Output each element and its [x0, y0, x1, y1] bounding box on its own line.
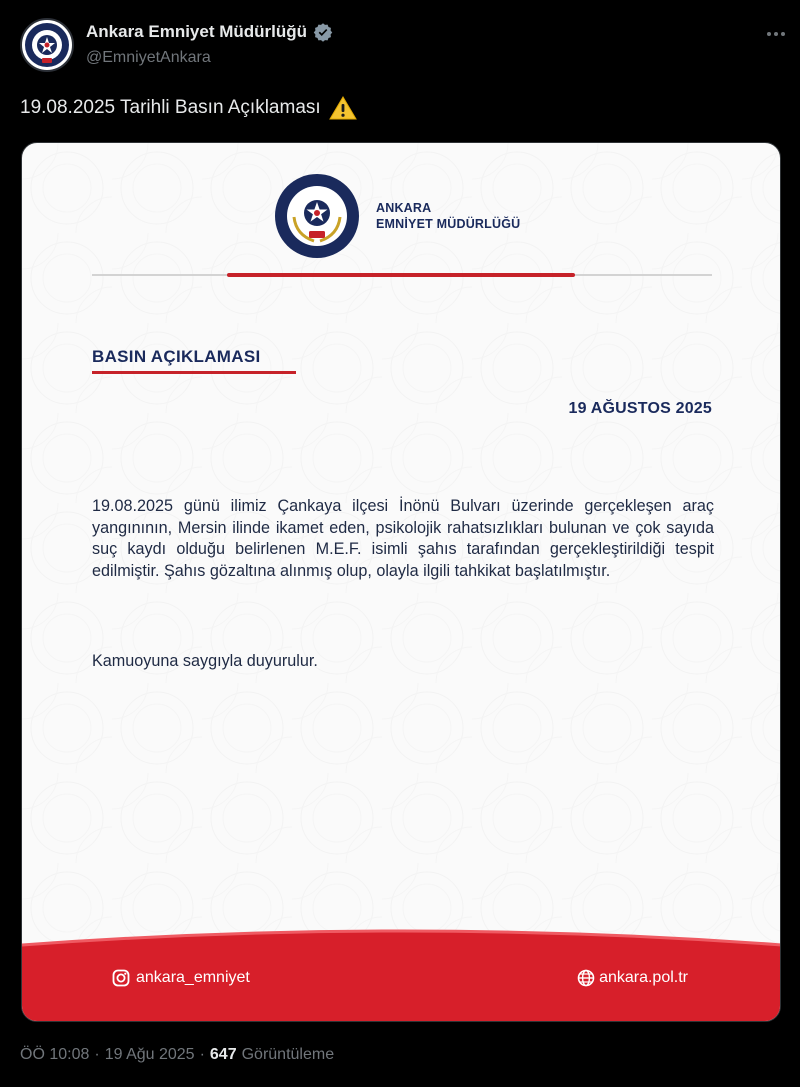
divider-accent [227, 273, 575, 277]
tweet-date[interactable]: 19 Ağu 2025 [104, 1046, 195, 1063]
warning-icon [329, 96, 357, 120]
view-label: Görüntüleme [241, 1046, 335, 1063]
instagram-icon [112, 969, 130, 987]
tweet-meta [20, 1046, 334, 1064]
ankara-police-logo-icon [274, 173, 360, 259]
logo-wordmark [376, 200, 520, 232]
more-options-icon[interactable] [762, 24, 790, 44]
instagram-handle: ankara_emniyet [136, 969, 250, 986]
police-emblem-icon [22, 20, 72, 70]
meta-separator: · [94, 1046, 100, 1063]
author-handle[interactable]: @EmniyetAnkara [86, 49, 211, 66]
website-url: ankara.pol.tr [599, 969, 688, 986]
tweet-time[interactable]: ÖÖ 10:08 [20, 1046, 90, 1063]
press-release-image[interactable] [21, 142, 781, 1022]
press-release-body: 19.08.2025 günü ilimiz Çankaya ilçesi İnönü Bulvarı üzerinde gerçekleşen araç yangınının, Mersin ilinde ikamet eden, psikolojik rahatsızlıkları bulunan ve çok sayıda suç kaydı olduğu belirlenen M.E.F. isimli şahıs tarafından gerçekleştirildiği tespit edilmiştir. Şahıs gözaltına alınmış olup, olayla ilgili tahkikat başlatılmıştır. [92, 497, 714, 580]
press-release-title: BASIN AÇIKLAMASI [92, 347, 261, 366]
tweet-text-content: 19.08.2025 Tarihli Basın Açıklaması [20, 97, 321, 118]
footer-instagram [112, 969, 250, 987]
avatar[interactable] [20, 18, 74, 72]
globe-icon [577, 969, 595, 987]
tweet-text [20, 96, 357, 120]
logo-line-1: ANKARA [376, 201, 432, 215]
view-count: 647 [209, 1046, 237, 1063]
logo-line-2: EMNİYET MÜDÜRLÜĞÜ [376, 217, 521, 231]
press-release-closing: Kamuoyuna saygıyla duyurulur. [92, 652, 318, 670]
meta-separator: · [199, 1046, 205, 1063]
footer-website [577, 969, 688, 987]
author-name[interactable]: Ankara Emniyet Müdürlüğü [86, 22, 308, 41]
tweet-header [20, 18, 790, 74]
press-release-date: 19 AĞUSTOS 2025 [568, 400, 712, 417]
verified-badge-icon [313, 22, 333, 42]
title-underline [92, 371, 296, 374]
